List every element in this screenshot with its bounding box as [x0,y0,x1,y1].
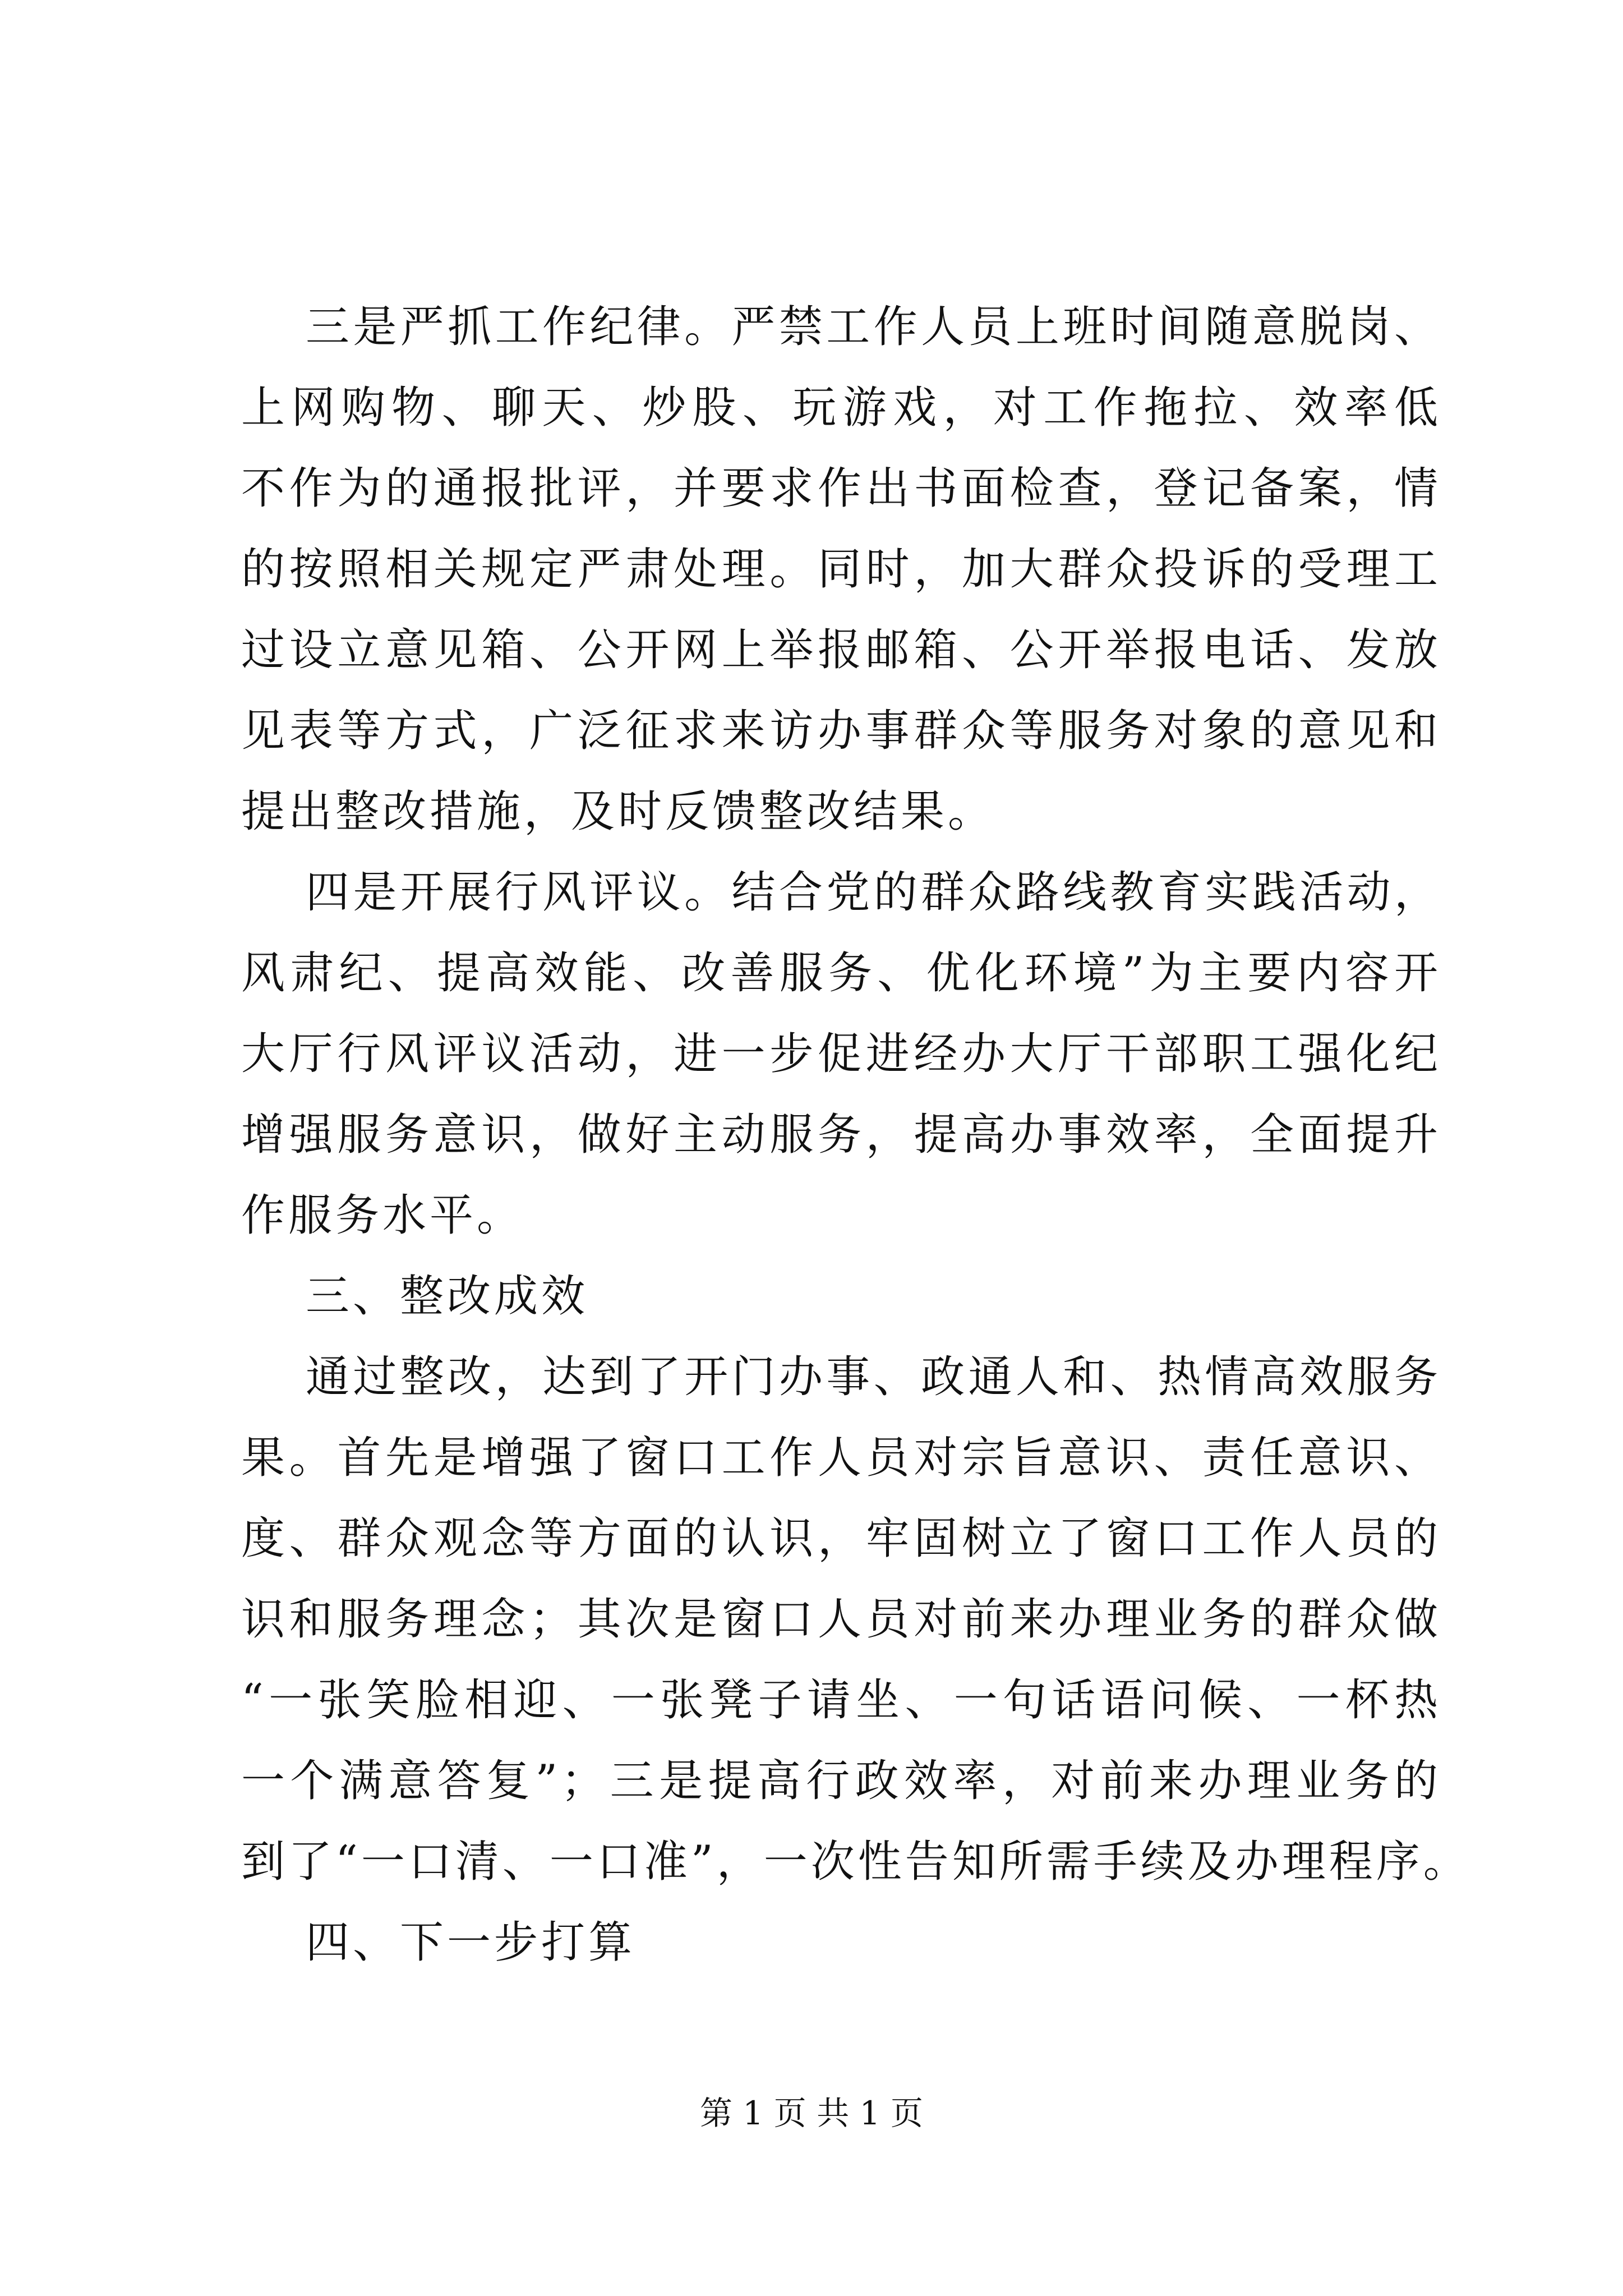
body-line: 识和服务理念；其次是窗口人员对前来办理业务的群众做 [241,1594,1441,1645]
section-heading: 三、整改成效 [306,1271,589,1322]
body-line: 过设立意见箱、公开网上举报邮箱、公开举报电话、发放 [241,625,1441,675]
body-line: 提出整改措施，及时反馈整改结果。 [241,786,995,837]
section-heading: 四、下一步打算 [306,1917,636,1968]
body-line: 果。首先是增强了窗口工作人员对宗旨意识、责任意识、 [241,1433,1441,1483]
body-line: 不作为的通报批评，并要求作出书面检查，登记备案，情 [241,463,1441,514]
body-line: 到了“一口清、一口准”，一次性告知所需手续及办理程序。 [241,1837,1470,1887]
body-line: 风肃纪、提高效能、改善服务、优化环境”为主要内容开 [241,948,1441,999]
page-footer: 第 1 页 共 1 页 [700,2094,923,2132]
body-line: 四是开展行风评议。结合党的群众路线教育实践活动， [306,867,1441,918]
body-line: 增强服务意识，做好主动服务，提高办事效率，全面提升 [241,1110,1441,1160]
body-line: 一个满意答复”；三是提高行政效率，对前来办理业务的 [241,1756,1441,1806]
body-line: 通过整改，达到了开门办事、政通人和、热情高效服务 [306,1352,1441,1402]
body-line: 上网购物、聊天、炒股、玩游戏，对工作拖拉、效率低 [241,383,1441,433]
body-line: 见表等方式，广泛征求来访办事群众等服务对象的意见和 [241,706,1441,756]
body-line: “一张笑脸相迎、一张凳子请坐、一句话语问候、一杯热 [241,1675,1441,1726]
body-line: 作服务水平。 [241,1190,524,1241]
body-line: 度、群众观念等方面的认识，牢固树立了窗口工作人员的 [241,1513,1441,1564]
body-line: 大厅行风评议活动，进一步促进经办大厅干部职工强化纪 [241,1029,1441,1079]
body-line: 的按照相关规定严肃处理。同时，加大群众投诉的受理工 [241,544,1441,595]
body-line: 三是严抓工作纪律。严禁工作人员上班时间随意脱岗、 [306,302,1441,352]
